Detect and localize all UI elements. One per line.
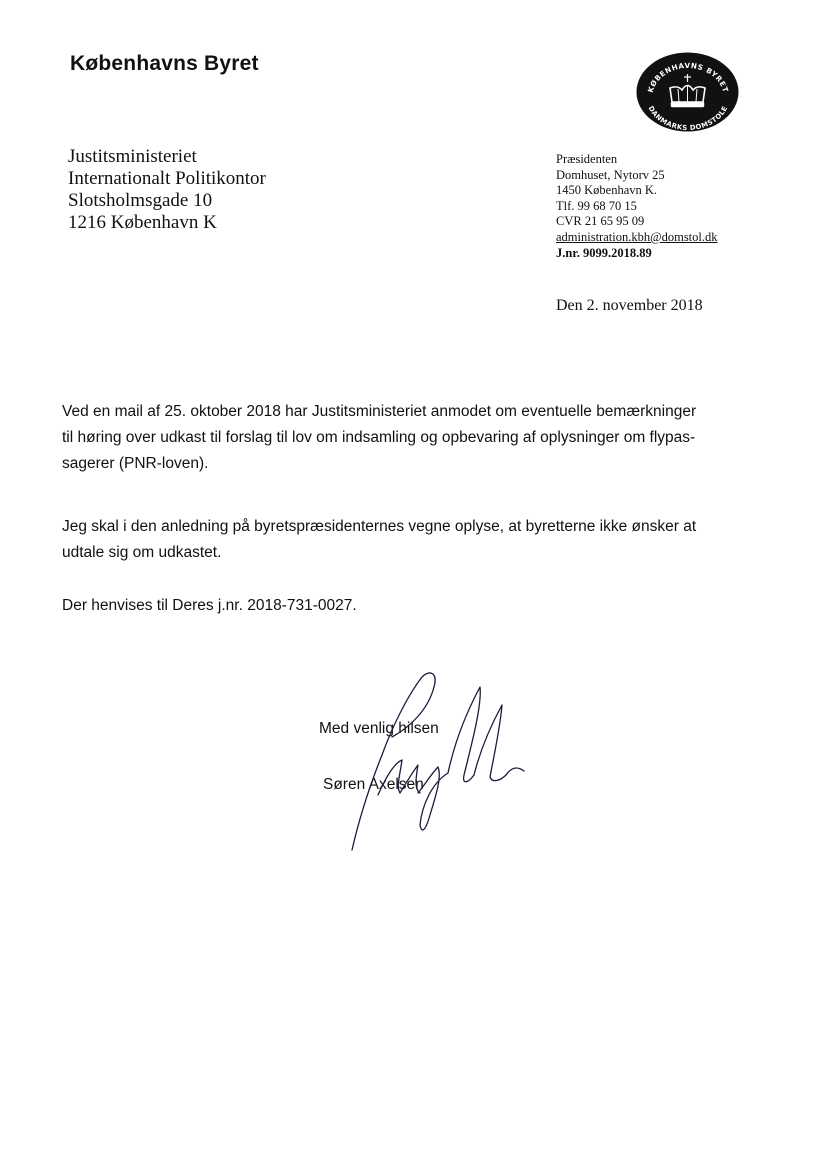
recipient-address bbox=[68, 146, 266, 234]
court-name: Københavns Byret bbox=[70, 52, 259, 75]
sender-title: Præsidenten bbox=[556, 152, 618, 166]
body-line: sagerer (PNR-loven). bbox=[62, 455, 209, 472]
closing-greeting: Med venlig hilsen bbox=[319, 720, 439, 737]
recipient-line: 1216 København K bbox=[68, 212, 217, 233]
signer-name: Søren Axelsen bbox=[323, 776, 424, 793]
sender-city: 1450 København K. bbox=[556, 183, 658, 198]
body-paragraph-3: Der henvises til Deres j.nr. 2018-731-0027. bbox=[62, 597, 357, 614]
sender-info bbox=[556, 152, 718, 261]
letter-date: Den 2. november 2018 bbox=[556, 297, 703, 314]
seal-text-bottom: DANMARKS DOMSTOLE bbox=[646, 104, 730, 132]
seal-text-top: KØBENHAVNS BYRET bbox=[645, 60, 731, 94]
sender-address: Domhuset, Nytorv 25 bbox=[556, 167, 665, 182]
body-paragraph-2 bbox=[62, 514, 732, 566]
recipient-line: Internationalt Politikontor bbox=[68, 168, 266, 189]
body-line: udtale sig om udkastet. bbox=[62, 544, 222, 561]
body-paragraph-1 bbox=[62, 399, 732, 477]
handwritten-signature-icon bbox=[330, 665, 530, 855]
body-line: Ved en mail af 25. oktober 2018 har Justitsministeriet anmodet om eventuelle bemærkninger bbox=[62, 403, 697, 420]
recipient-line: Slotsholmsgade 10 bbox=[68, 190, 213, 211]
court-seal-crown-icon bbox=[636, 52, 739, 132]
sender-cvr: CVR 21 65 95 09 bbox=[556, 214, 645, 229]
journal-number: J.nr. 9099.2018.89 bbox=[556, 245, 652, 260]
body-line: til høring over udkast til forslag til lov om indsamling og opbevaring af oplysninger om flypas- bbox=[62, 429, 696, 446]
recipient-line: Justitsministeriet bbox=[68, 146, 197, 167]
sender-email-link[interactable]: administration.kbh@domstol.dk bbox=[556, 229, 718, 244]
body-line: Jeg skal i den anledning på byretspræsidenternes vegne oplyse, at byretterne ikke ønsker at bbox=[62, 518, 697, 535]
sender-phone: Tlf. 99 68 70 15 bbox=[556, 198, 637, 213]
